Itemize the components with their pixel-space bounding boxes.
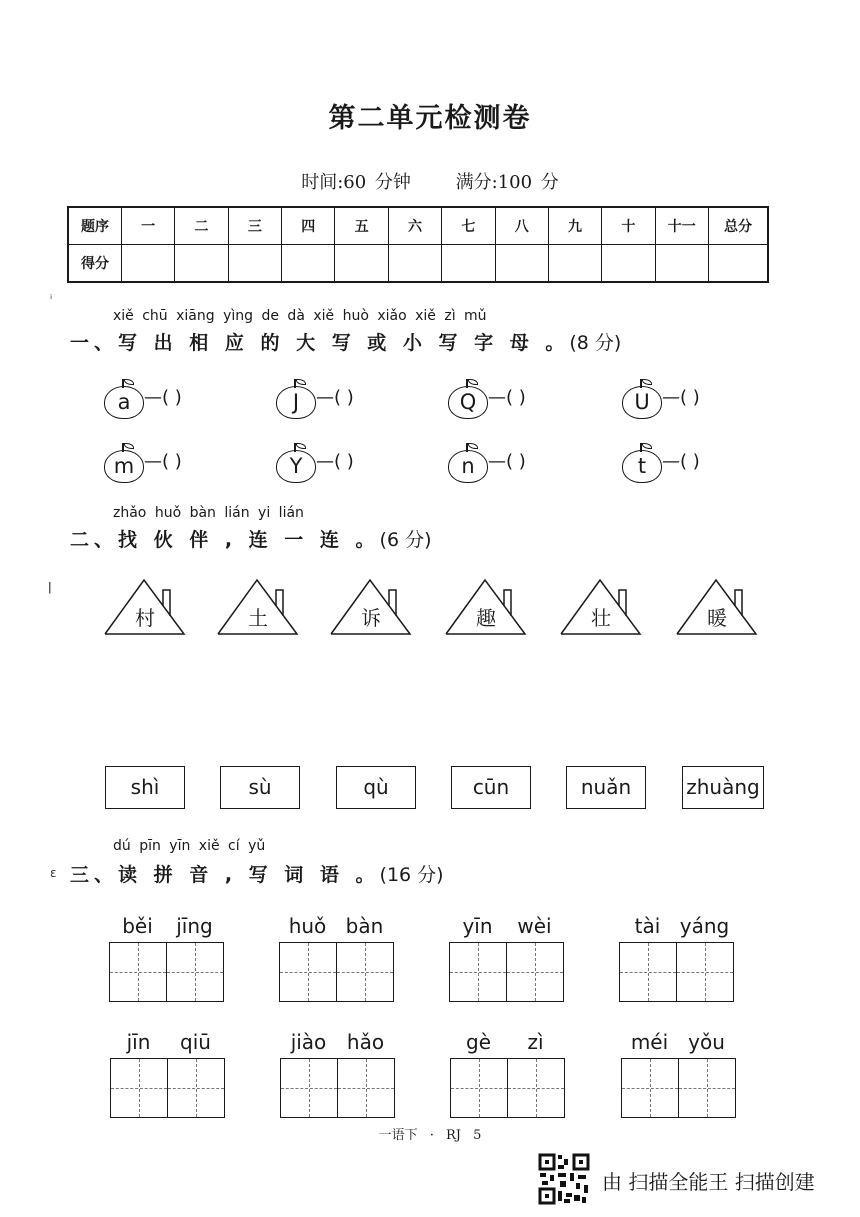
score-cell[interactable] [122,245,175,283]
writing-grid[interactable] [110,1058,225,1118]
col-header: 三 [228,207,281,245]
page-title: 第二单元检测卷 [328,103,532,134]
section3-score: (16 分) [379,864,444,886]
score-cell[interactable] [495,245,548,283]
apple-item [104,379,274,425]
section1-pinyin: xiě chū xiāng yìng de dà xiě huò xiǎo xiě zì mǔ [113,308,487,324]
word-grid[interactable] [621,1030,736,1056]
row-label: 题序 [68,207,122,245]
syllable: méi [630,1030,669,1054]
word-grid[interactable] [280,1030,395,1056]
score-table-score-row [68,245,768,283]
word-grid[interactable] [450,1030,565,1056]
answer-blank[interactable]: —( ) [488,451,526,472]
section2-pinyin: zhǎo huǒ bàn lián yi lián [113,505,304,521]
exam-info [0,168,860,194]
score-cell[interactable] [335,245,388,283]
scanner-watermark: 由 扫描全能王 扫描创建 [602,1170,815,1194]
syllable: qiū [180,1030,211,1054]
pinyin-box[interactable]: sù [220,766,300,809]
score-cell[interactable] [602,245,655,283]
syllable: zì [527,1030,544,1054]
house-char: 壮 [591,606,611,630]
score-cell[interactable] [282,245,335,283]
syllable: yīn [462,914,493,938]
pinyin-box[interactable]: cūn [451,766,531,809]
section3-pinyin: dú pīn yīn xiě cí yǔ [113,838,266,854]
row-label: 得分 [68,245,122,283]
time-limit: 时间:60 分钟 [301,172,411,193]
apple-item [622,443,792,489]
score-cell[interactable] [709,245,769,283]
house-item[interactable] [330,578,412,636]
apple-letter: U [622,386,662,419]
answer-blank[interactable]: —( ) [488,387,526,408]
apple-letter: n [448,450,488,483]
house-char: 暖 [707,606,727,630]
house-item[interactable] [217,578,299,636]
syllable: jīng [176,914,213,938]
score-cell[interactable] [228,245,281,283]
word-grid[interactable] [619,914,734,940]
apple-letter: a [104,386,144,419]
col-header: 一 [122,207,175,245]
apple-letter: J [276,386,316,419]
score-cell[interactable] [388,245,441,283]
apple-letter: Q [448,386,488,419]
score-table [67,206,769,283]
scan-mark: ɛ [50,866,57,880]
syllable: jīn [126,1030,151,1054]
scan-mark: ⁱ [50,292,53,306]
apple-letter: Y [276,450,316,483]
house-item[interactable] [104,578,186,636]
section2-heading [70,525,432,552]
section1-heading [70,328,621,355]
col-header: 五 [335,207,388,245]
house-item[interactable] [560,578,642,636]
qr-code-icon [538,1153,590,1205]
house-char: 村 [135,606,155,630]
col-header: 八 [495,207,548,245]
writing-grid[interactable] [109,942,224,1002]
apple-item [276,379,446,425]
syllable: hǎo [346,1030,385,1054]
syllable: gè [466,1030,491,1054]
syllable: yáng [679,914,730,938]
apple-letter: m [104,450,144,483]
house-item[interactable] [445,578,527,636]
syllable: yǒu [688,1030,725,1054]
house-char: 诉 [361,606,381,630]
section2-heading-text: 二、找 伙 伴 , 连 一 连 。 [70,529,380,551]
word-grid[interactable] [110,1030,225,1056]
writing-grid[interactable] [450,1058,565,1118]
writing-grid[interactable] [279,942,394,1002]
score-cell[interactable] [175,245,228,283]
col-header: 十一 [655,207,708,245]
col-header: 六 [388,207,441,245]
pinyin-box[interactable]: zhuàng [682,766,764,809]
syllable: bàn [345,914,384,938]
section1-heading-text: 一、写 出 相 应 的 大 写 或 小 写 字 母 。 [70,332,570,354]
apple-item [104,443,274,489]
word-grid[interactable] [279,914,394,940]
house-item[interactable] [676,578,758,636]
score-cell[interactable] [655,245,708,283]
col-header: 二 [175,207,228,245]
word-grid[interactable] [109,914,224,940]
pinyin-box[interactable]: nuǎn [566,766,646,809]
answer-blank[interactable]: —( ) [662,387,700,408]
apple-letter: t [622,450,662,483]
page-footer: 一语下 · RJ 5 [378,1128,482,1143]
writing-grid[interactable] [619,942,734,1002]
writing-grid[interactable] [621,1058,736,1118]
scan-mark: ǀ [48,580,52,594]
syllable: tài [634,914,661,938]
apple-item [448,379,618,425]
apple-item [276,443,446,489]
house-char: 趣 [476,606,496,630]
answer-blank[interactable]: —( ) [316,451,354,472]
full-score: 满分:100 分 [455,172,559,193]
house-char: 土 [248,606,268,630]
pinyin-box[interactable]: shì [105,766,185,809]
col-header: 十 [602,207,655,245]
answer-blank[interactable]: —( ) [144,387,182,408]
writing-grid[interactable] [449,942,564,1002]
col-header: 四 [282,207,335,245]
score-cell[interactable] [442,245,495,283]
answer-blank[interactable]: —( ) [662,451,700,472]
syllable: jiào [290,1030,327,1054]
section3-heading-text: 三、读 拼 音 , 写 词 语 。 [70,864,380,886]
apple-item [622,379,792,425]
answer-blank[interactable]: —( ) [144,451,182,472]
syllable: běi [122,914,153,938]
col-header: 七 [442,207,495,245]
score-cell[interactable] [548,245,601,283]
apple-item [448,443,618,489]
col-header: 九 [548,207,601,245]
answer-blank[interactable]: —( ) [316,387,354,408]
word-grid[interactable] [449,914,564,940]
writing-grid[interactable] [280,1058,395,1118]
section1-score: (8 分) [569,332,622,354]
section2-score: (6 分) [379,529,432,551]
section3-heading [70,860,444,887]
col-header: 总分 [709,207,769,245]
pinyin-box[interactable]: qù [336,766,416,809]
score-table-header-row [68,207,768,245]
syllable: wèi [517,914,552,938]
syllable: huǒ [288,914,327,938]
